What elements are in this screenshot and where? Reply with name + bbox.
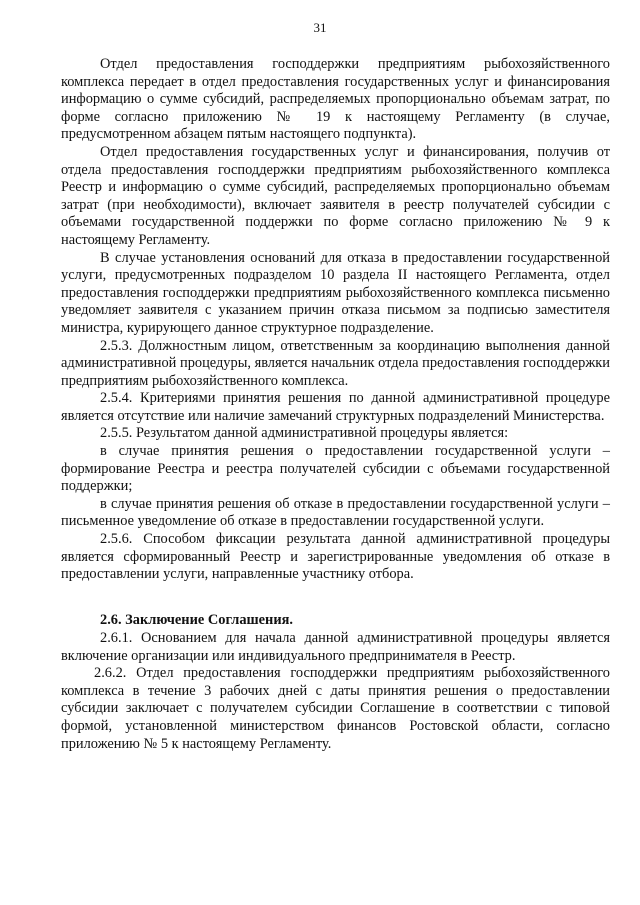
page-number: 31 [313,20,327,35]
paragraph-2-5-6: 2.5.6. Способом фиксации результата данной административной процедуры является сформированный Реестр и зарегистрированные уведомления об отказе в предоставлении услуги, направленные участнику отбора. [61,531,610,583]
paragraph-refusal-notice: В случае установления оснований для отказа в предоставлении государственной услуги, предусмотренных подразделом 10 раздела II настоящего Регламента, отдел предоставления господдержки предприятиям рыбохозяйственного комплекса письменно уведомляет заявителя с указанием причин отказа письмом за подписью заместителя министра, курирующего данное структурное подразделение. [61,249,610,336]
paragraph-2-6-2: 2.6.2. Отдел предоставления господдержки предприятиям рыбохозяйственного комплекса в течение 3 рабочих дней с даты принятия решения о предоставлении субсидии заключает с получателем субсидии Соглашение в соответствии с типовой формой, установленной министерством финансов Ростовской области, согласно приложению № 5 к настоящему Регламенту. [61,665,610,752]
paragraph-2-6-1: 2.6.1. Основанием для начала данной административной процедуры является включение организации или индивидуального предпринимателя в Реестр. [61,630,610,664]
paragraph-registry-inclusion: Отдел предоставления государственных услуг и финансирования, получив от отдела предоставления господдержки предприятиям рыбохозяйственного комплекса Реестр и информацию о сумме субсидий, распределяемых пропорционально объемам затрат (при необходимости), включает заявителя в реестр получателей субсидии с объемами государственной поддержки по форме согласно приложению № 9 к настоящему Регламенту. [61,143,610,248]
paragraph-2-5-3: 2.5.3. Должностным лицом, ответственным за координацию выполнения данной административной процедуры, является начальник отдела предоставления господдержки предприятиям рыбохозяйственного комплекса. [61,337,610,389]
section-gap [61,584,610,602]
paragraph-2-5-4: 2.5.4. Критериями принятия решения по данной административной процедуре является отсутствие или наличие замечаний структурных подразделений Министерства. [61,390,610,424]
paragraph-result-approval: в случае принятия решения о предоставлении государственной услуги – формирование Реестра и реестра получателей субсидии с объемами государственной поддержки; [61,443,610,495]
section-heading-2-6: 2.6. Заключение Соглашения. [100,612,294,629]
paragraph-2-5-5: 2.5.5. Результатом данной административной процедуры является: [100,425,509,442]
paragraph-result-refusal: в случае принятия решения об отказе в предоставлении государственной услуги – письменное уведомление об отказе в предоставлении государственной услуги. [61,495,610,530]
document-body [61,56,610,753]
paragraph-rybhoz-info-transfer: Отдел предоставления господдержки предприятиям рыбохозяйственного комплекса передает в отдел предоставления государственных услуг и финансирования информацию о сумме субсидий, распределяемых пропорционально объемам затрат, по форме согласно приложению № 19 к настоящему Регламенту (в случае, предусмотренном абзацем пятым настоящего подпункта). [61,56,610,143]
